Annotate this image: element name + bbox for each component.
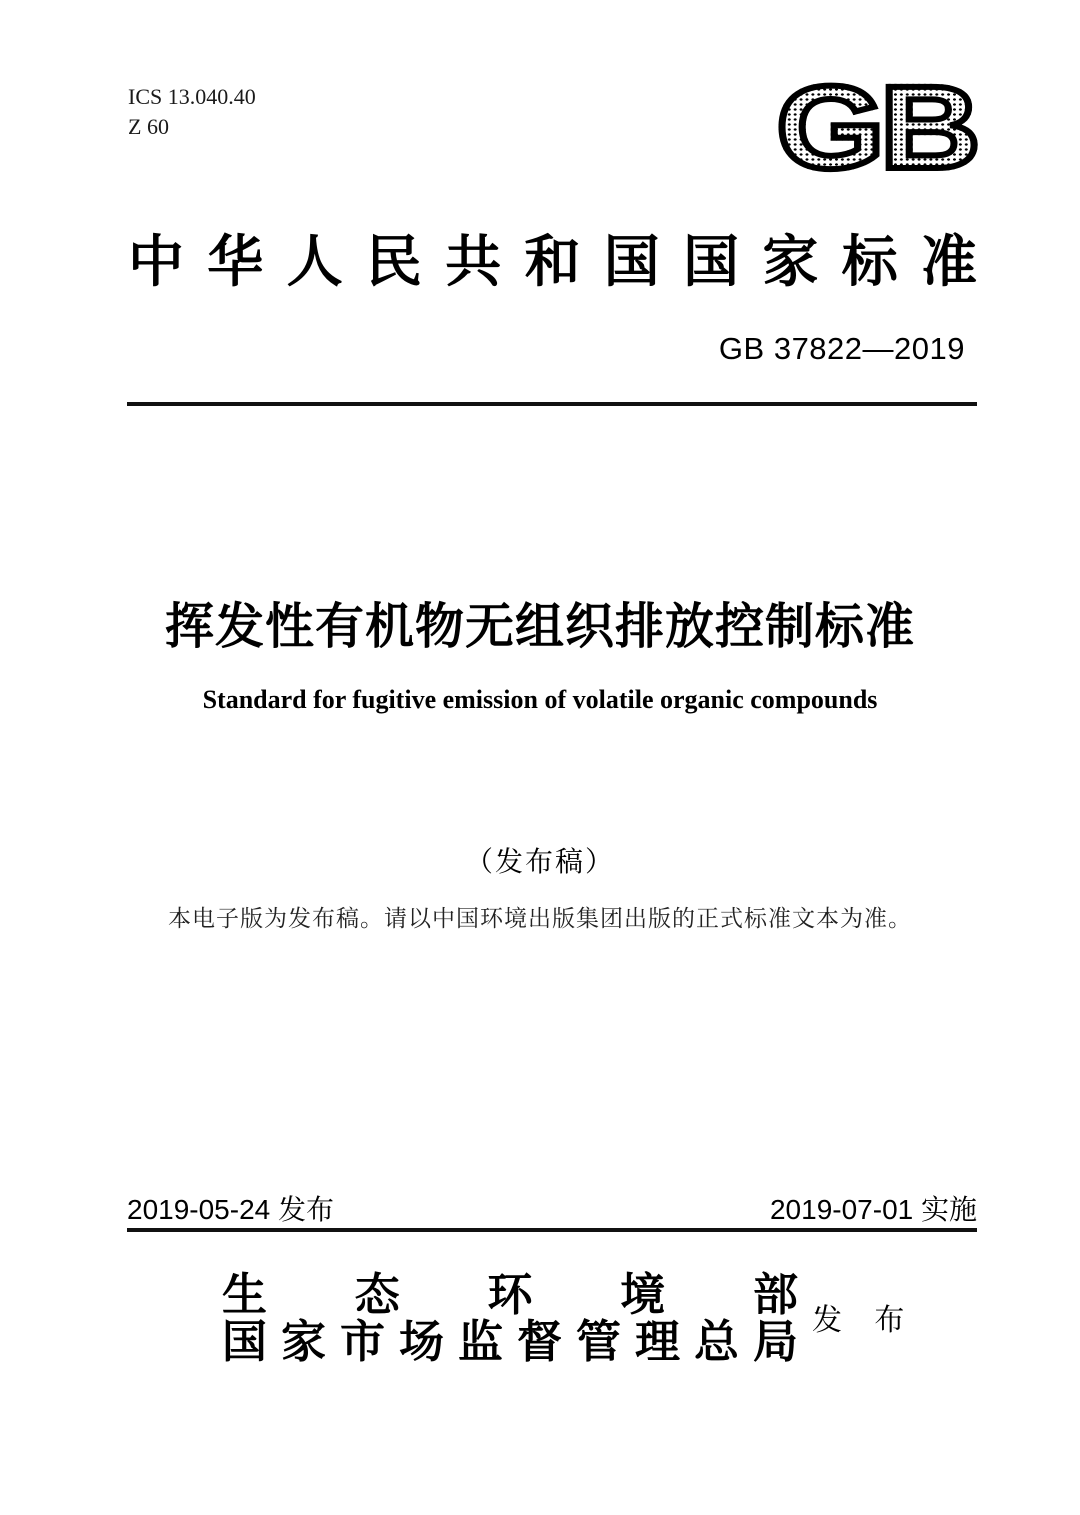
standard-title-chinese: 挥发性有机物无组织排放控制标准 xyxy=(164,600,915,654)
ics-block xyxy=(128,82,256,142)
implementation-date: 2019-07-01 实施 xyxy=(769,1194,977,1225)
issuing-authorities xyxy=(222,1272,798,1366)
publish-label: 发 布 xyxy=(812,1304,917,1337)
ics-code: ICS 13.040.40 xyxy=(128,84,256,109)
issuer-market-regulation-admin: 国家市场监督管理总局 xyxy=(222,1317,798,1367)
electronic-version-notice: 本电子版为发布稿。请以中国环境出版集团出版的正式标准文本为准。 xyxy=(168,906,912,931)
footer-divider-line xyxy=(127,1228,977,1232)
header-divider-line xyxy=(127,402,977,406)
issuer-ministry-of-ecology: 生态环境部 xyxy=(222,1270,798,1320)
national-standard-heading: 中华人民共和国国家标准 xyxy=(128,232,977,294)
dates-row xyxy=(127,1194,977,1226)
standard-title-english: Standard for fugitive emission of volatile organic compounds xyxy=(202,685,878,714)
draft-version-label: （发布稿） xyxy=(464,846,615,877)
gb-standard-logo: GB xyxy=(751,72,1001,184)
issue-date: 2019-05-24 发布 xyxy=(127,1194,335,1225)
standard-number: GB 37822—2019 xyxy=(718,331,965,366)
classification-code: Z 60 xyxy=(128,114,169,139)
